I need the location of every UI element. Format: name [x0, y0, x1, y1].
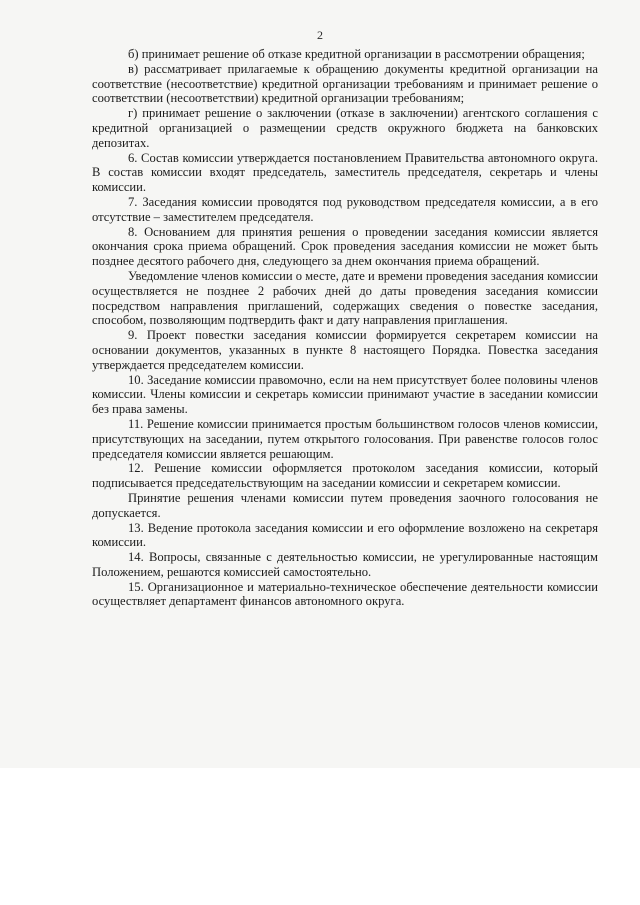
paragraph-b: б) принимает решение об отказе кредитной организации в рассмотрении обращения;: [128, 47, 585, 61]
paragraph-10: 10. Заседание комиссии правомочно, если на нем присутствует более половины членов комиссии. Члены комиссии и секретарь комиссии принимают участие в заседании комиссии без права замены.: [92, 372, 598, 417]
blank-area: [0, 768, 640, 905]
document-body: [92, 47, 598, 609]
paragraph-8: 8. Основанием для принятия решения о проведении заседания комиссии является окончания срока приема обращений. Срок проведения заседания комиссии не может быть позднее десятого рабочего дня, следующего за днем окончания приема обращений.: [92, 224, 598, 269]
paragraph-7: 7. Заседания комиссии проводятся под руководством председателя комиссии, а в его отсутствие – заместителем председателя.: [92, 194, 598, 224]
paragraph-12: 12. Решение комиссии оформляется протоколом заседания комиссии, который подписывается председательствующим на заседании комиссии и секретарем комиссии.: [92, 461, 598, 491]
paragraph-11: 11. Решение комиссии принимается простым большинством голосов членов комиссии, присутствующих на заседании, путем открытого голосования. При равенстве голосов голос председателя комиссии является решающим.: [92, 416, 598, 461]
paragraph-g: г) принимает решение о заключении (отказе в заключении) агентского соглашения с кредитной организацией о размещении средств окружного бюджета на банковских депозитах.: [92, 106, 598, 150]
paragraph-9: 9. Проект повестки заседания комиссии формируется секретарем комиссии на основании документов, указанных в пункте 8 настоящего Порядка. Повестка заседания утверждается председателем комиссии.: [92, 328, 598, 372]
paragraph-13: 13. Ведение протокола заседания комиссии и его оформление возложено на секретаря комиссии.: [92, 520, 598, 550]
paragraph-14: 14. Вопросы, связанные с деятельностью комиссии, не урегулированные настоящим Положением, решаются комиссией самостоятельно.: [92, 550, 598, 579]
page-number: 2: [317, 28, 323, 42]
paragraph-8-notification: Уведомление членов комиссии о месте, дате и времени проведения заседания комиссии осуществляется не позднее 2 рабочих дней до даты проведения заседания комиссии посредством направления приглашений, содержащих сведения о повестке заседания, способом, позволяющим подтвердить факт и дату направления приглашения.: [92, 268, 598, 328]
paragraph-v: в) рассматривает прилагаемые к обращению документы кредитной организации на соответствие (несоответствие) кредитной организации требованиям и принимает решение о соответствии (несоответствии) кредитной организации требованиям;: [92, 61, 598, 106]
paragraph-12-voting: Принятие решения членами комиссии путем проведения заочного голосования не допускается.: [92, 490, 598, 520]
paragraph-15: 15. Организационное и материально-техническое обеспечение деятельности комиссии осуществляет департамент финансов автономного округа.: [92, 579, 598, 609]
paragraph-6: 6. Состав комиссии утверждается постановлением Правительства автономного округа. В состав комиссии входят председатель, заместитель председателя, секретарь и члены комиссии.: [92, 150, 598, 195]
